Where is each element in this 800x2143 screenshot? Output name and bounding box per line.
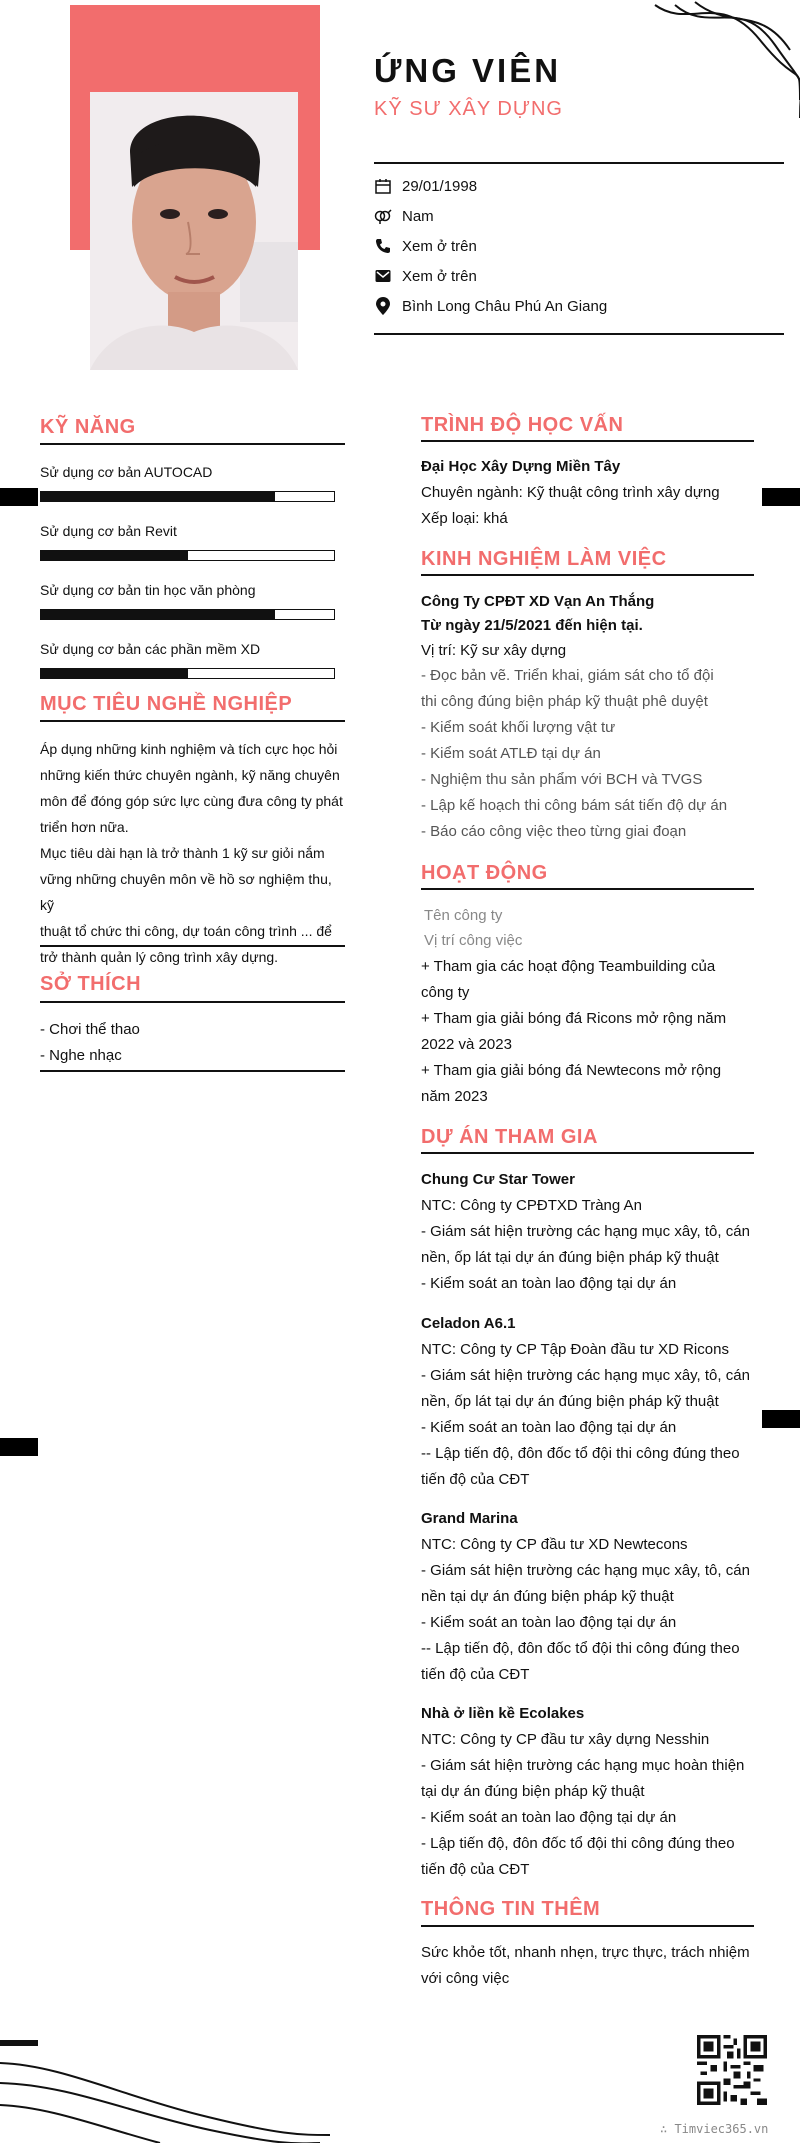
activity-line: năm 2023 (421, 1088, 488, 1105)
watermark-icon: ∴ (660, 2122, 675, 2136)
project-grand-marina (421, 1506, 750, 1688)
objective-line: Áp dụng những kinh nghiệm và tích cực học hỏi (40, 741, 338, 757)
project-name: Celadon A6.1 (421, 1315, 516, 1332)
projects-title: DỰ ÁN THAM GIA (421, 1126, 598, 1148)
skill-bar-office (40, 609, 335, 620)
objective-line: thuật tổ chức thi công, dự toán công trình ... để (40, 923, 332, 939)
duty-line: - Đọc bản vẽ. Triển khai, giám sát cho tổ đội (421, 667, 714, 684)
skill-bar-revit (40, 550, 335, 561)
project-celadon (421, 1311, 750, 1493)
hobby-item: - Nghe nhạc (40, 1047, 122, 1064)
experience-duties (421, 663, 727, 845)
project-line: nền, ốp lát tại dự án đúng biện pháp kỹ thuật (421, 1249, 719, 1266)
activity-line: + Tham gia giải bóng đá Ricons mở rộng năm (421, 1010, 727, 1027)
candidate-name: ỨNG VIÊN (374, 52, 562, 89)
skill-bar-xd-software (40, 668, 335, 679)
contact-address-text: Bình Long Châu Phú An Giang (402, 297, 608, 315)
experience-divider (421, 574, 754, 576)
objective-divider (40, 720, 345, 722)
education-major: Chuyên ngành: Kỹ thuật công trình xây dựng (421, 484, 720, 501)
activity-line: công ty (421, 984, 470, 1001)
objective-divider-bottom (40, 945, 345, 947)
skill-label-autocad: Sử dụng cơ bản AUTOCAD (40, 464, 213, 480)
project-line: NTC: Công ty CP đầu tư xây dựng Nesshin (421, 1731, 710, 1748)
education-grade: Xếp loại: khá (421, 510, 508, 527)
experience-company: Công Ty CPĐT XD Vạn An Thắng (421, 593, 655, 610)
experience-period: Từ ngày 21/5/2021 đến hiện tại. (421, 617, 643, 634)
projects-divider (421, 1152, 754, 1154)
skill-label-office: Sử dụng cơ bản tin học văn phòng (40, 582, 256, 598)
activities-title: HOẠT ĐỘNG (421, 862, 548, 884)
objective-line: Mục tiêu dài hạn là trở thành 1 kỹ sư giỏi nắm (40, 845, 325, 861)
qr-code (697, 2035, 767, 2105)
project-line: - Giám sát hiện trường các hạng mục xây, tô, cán (421, 1562, 750, 1579)
hobbies-title: SỞ THÍCH (40, 973, 142, 995)
project-line: - Giám sát hiện trường các hạng mục hoàn thiện (421, 1757, 745, 1774)
activities-company: Tên công ty (424, 907, 503, 924)
objective-line: trở thành quản lý công trình xây dựng. (40, 949, 279, 965)
gender-icon (374, 207, 392, 225)
experience-position: Vị trí: Kỹ sư xây dựng (421, 642, 567, 659)
skill-label-revit: Sử dụng cơ bản Revit (40, 523, 177, 539)
project-line: - Giám sát hiện trường các hạng mục xây, tô, cán (421, 1367, 750, 1384)
hobbies-divider (40, 1001, 345, 1003)
project-line: - Kiểm soát an toàn lao động tại dự án (421, 1614, 677, 1631)
project-name: Chung Cư Star Tower (421, 1171, 575, 1188)
duty-line: - Kiểm soát ATLĐ tại dự án (421, 745, 601, 762)
project-line: - Lập tiến độ, đôn đốc tổ đội thi công đúng theo (421, 1835, 735, 1852)
watermark-text: Timviec365.vn (674, 2122, 769, 2136)
project-line: nền tại dự án đúng biện pháp kỹ thuật (421, 1588, 674, 1605)
activities-list (421, 954, 726, 1110)
project-line: NTC: Công ty CP đầu tư XD Newtecons (421, 1536, 688, 1553)
job-title: KỸ SƯ XÂY DỰNG (374, 98, 563, 120)
skills-title: KỸ NĂNG (40, 416, 136, 438)
decorative-lines-bottom (0, 2035, 330, 2143)
email-icon (374, 267, 392, 285)
contact-phone (374, 237, 477, 255)
additional-line: Sức khỏe tốt, nhanh nhẹn, trực thực, trách nhiệm (421, 1944, 750, 1961)
project-ecolakes (421, 1701, 744, 1883)
objective-line: những kiến thức chuyên ngành, kỹ năng chuyên (40, 767, 340, 783)
contact-gender-text: Nam (402, 207, 434, 225)
project-star-tower (421, 1167, 750, 1297)
hobbies-list (40, 1017, 140, 1069)
edge-tab-left-2 (0, 1438, 38, 1456)
location-icon (374, 297, 392, 315)
project-line: - Kiểm soát an toàn lao động tại dự án (421, 1809, 677, 1826)
project-line: - Kiểm soát an toàn lao động tại dự án (421, 1419, 677, 1436)
avatar (90, 92, 298, 370)
header-divider-top (374, 162, 784, 164)
project-line: tiến độ của CĐT (421, 1666, 530, 1683)
decorative-lines-top (650, 0, 800, 120)
activities-position: Vị trí công việc (424, 932, 523, 949)
additional-text (421, 1940, 750, 1992)
edge-tab-right-1 (762, 488, 800, 506)
project-line: NTC: Công ty CP Tập Đoàn đầu tư XD Ricons (421, 1341, 729, 1358)
duty-line: - Nghiệm thu sản phẩm với BCH và TVGS (421, 771, 703, 788)
project-line: tiến độ của CĐT (421, 1471, 530, 1488)
activities-divider (421, 888, 754, 890)
hobbies-divider-bottom (40, 1070, 345, 1072)
project-line: - Kiểm soát an toàn lao động tại dự án (421, 1275, 677, 1292)
objective-title: MỤC TIÊU NGHỀ NGHIỆP (40, 693, 293, 715)
education-divider (421, 440, 754, 442)
project-line: nền, ốp lát tại dự án đúng biện pháp kỹ thuật (421, 1393, 719, 1410)
contact-gender (374, 207, 434, 225)
project-line: tại dự án đúng biện pháp kỹ thuật (421, 1783, 645, 1800)
skill-label-xd-software: Sử dụng cơ bản các phần mềm XD (40, 641, 261, 657)
contact-birthdate-text: 29/01/1998 (402, 177, 478, 195)
duty-line: - Báo cáo công việc theo từng giai đoạn (421, 823, 687, 840)
education-school: Đại Học Xây Dựng Miền Tây (421, 458, 621, 475)
duty-line: thi công đúng biện pháp kỹ thuật phê duyệt (421, 693, 708, 710)
contact-birthdate (374, 177, 477, 195)
watermark (660, 2122, 768, 2136)
objective-text (40, 736, 345, 970)
edge-tab-right-2 (762, 1410, 800, 1428)
project-line: -- Lập tiến độ, đôn đốc tổ đội thi công đúng theo (421, 1640, 740, 1657)
project-line: NTC: Công ty CPĐTXD Tràng An (421, 1197, 642, 1214)
contact-email (374, 267, 477, 285)
objective-line: triển hơn nữa. (40, 819, 129, 835)
objective-line: vững những chuyên môn về hồ sơ nghiệm thu, kỹ (40, 871, 332, 913)
hobby-item: - Chơi thể thao (40, 1021, 140, 1038)
project-line: - Giám sát hiện trường các hạng mục xây, tô, cán (421, 1223, 750, 1240)
skills-divider (40, 443, 345, 445)
skill-bar-autocad (40, 491, 335, 502)
project-line: tiến độ của CĐT (421, 1861, 530, 1878)
education-title: TRÌNH ĐỘ HỌC VẤN (421, 414, 624, 436)
project-name: Nhà ở liền kề Ecolakes (421, 1705, 585, 1722)
edge-tab-left-1 (0, 488, 38, 506)
activity-line: 2022 và 2023 (421, 1036, 512, 1053)
activity-line: + Tham gia các hoạt động Teambuilding của (421, 958, 716, 975)
activity-line: + Tham gia giải bóng đá Newtecons mở rộng (421, 1062, 722, 1079)
additional-title: THÔNG TIN THÊM (421, 1898, 601, 1920)
additional-line: với công việc (421, 1970, 510, 1987)
calendar-icon (374, 177, 392, 195)
duty-line: - Kiểm soát khối lượng vật tư (421, 719, 616, 736)
objective-line: môn để đóng góp sức lực cùng đưa công ty phát (40, 793, 343, 809)
phone-icon (374, 237, 392, 255)
project-name: Grand Marina (421, 1510, 518, 1527)
contact-phone-text: Xem ở trên (402, 237, 477, 255)
header-divider-bottom (374, 333, 784, 335)
additional-divider (421, 1925, 754, 1927)
contact-email-text: Xem ở trên (402, 267, 477, 285)
contact-address (374, 297, 607, 315)
duty-line: - Lập kế hoạch thi công bám sát tiến độ dự án (421, 797, 728, 814)
project-line: -- Lập tiến độ, đôn đốc tổ đội thi công đúng theo (421, 1445, 740, 1462)
experience-title: KINH NGHIỆM LÀM VIỆC (421, 548, 667, 570)
